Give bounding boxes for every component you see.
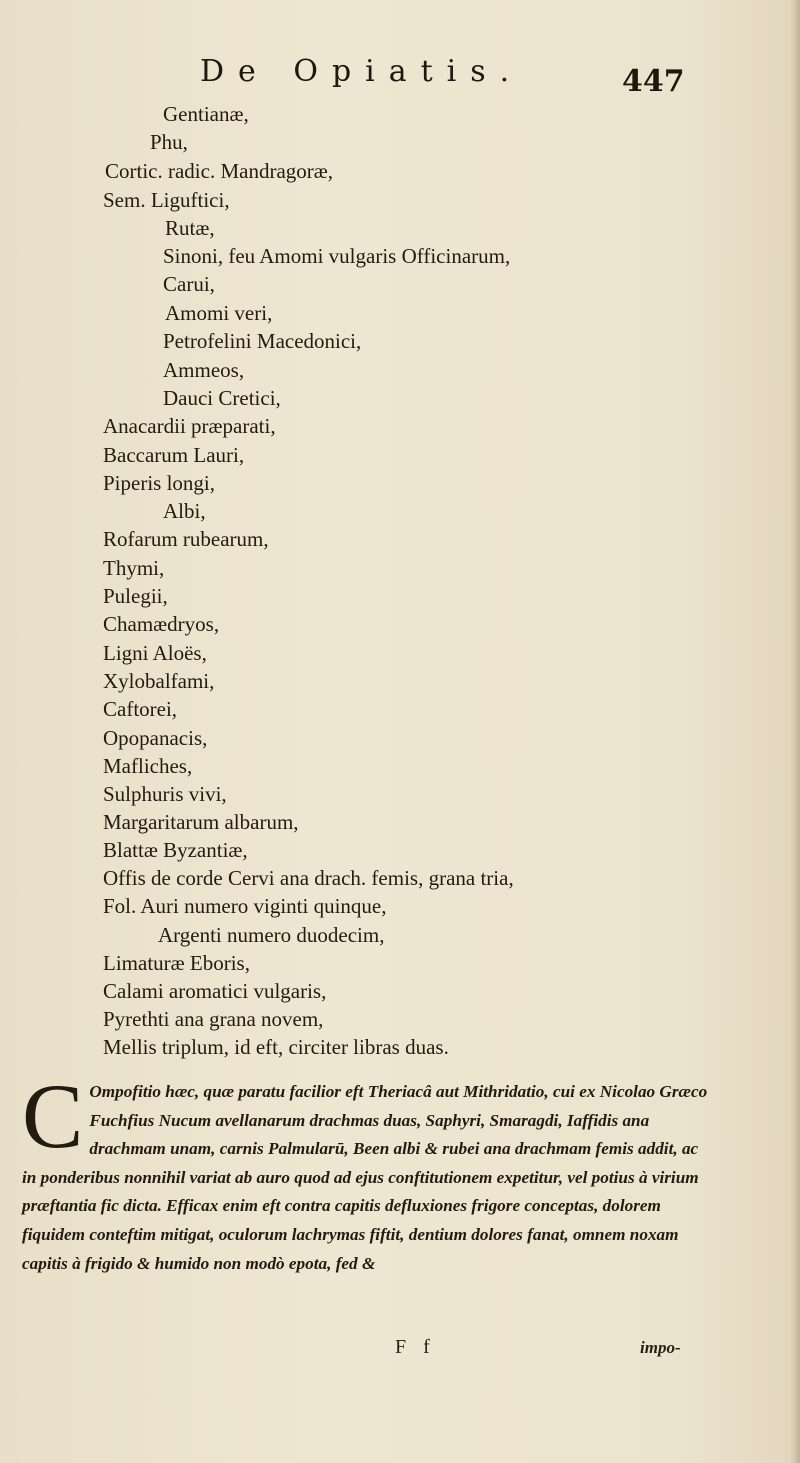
ingredient-line: Piperis longi, [103, 471, 216, 495]
ingredient-line: Mafliches, [103, 754, 193, 778]
ingredient-line: Rofarum rubearum, [103, 527, 269, 551]
ingredient-line: Pyrethti ana grana novem, [103, 1007, 324, 1031]
page-footer [0, 1336, 800, 1366]
ingredient-line: Anacardii præparati, [103, 414, 276, 438]
ingredient-line: Sem. Liguftici, [103, 188, 230, 212]
ingredient-line: Margaritarum albarum, [103, 810, 299, 834]
ingredient-line: Dauci Cretici, [163, 386, 281, 410]
ingredient-line: Phu, [150, 130, 188, 154]
ingredient-line: Sulphuris vivi, [103, 782, 227, 806]
ingredient-line: Mellis triplum, id eft, circiter libras duas. [103, 1035, 449, 1059]
ingredient-line: Pulegii, [103, 584, 168, 608]
page-header [0, 50, 800, 100]
ingredient-line: Xylobalfami, [103, 669, 215, 693]
ingredient-line: Sinoni, feu Amomi vulgaris Officinarum, [163, 244, 511, 268]
ingredient-line: Amomi veri, [165, 301, 273, 325]
ingredient-line: Ammeos, [163, 358, 245, 382]
drop-cap: C [22, 1065, 84, 1167]
paragraph-text: Ompofitio hæc, quæ paratu facilior eft Theriacâ aut Mithridatio, cui ex Nicolao Græco Fuchfius Nucum avellanarum drachmas duas, Saphyri, Smaragdi, Iaffidis ana drachmam unam, carnis Palmularū, Been albi & rubei ana drachmam femis addit, ac in ponderibus nonnihil variat ab auro quod ad ejus conftitutionem expetitur, vel potius à virium præftantia fic dicta. Efficax enim eft contra capitis defluxiones frigore conceptas, dolorem fiquidem conteftim mitigat, oculorum lachrymas fiftit, dentium dolores fanat, omnem noxam capitis à frigido & humido non modò epota, fed & [22, 1082, 708, 1273]
ingredient-line: Petrofelini Macedonici, [163, 329, 362, 353]
ingredient-line: Argenti numero duodecim, [158, 923, 385, 947]
ingredient-line: Thymi, [103, 556, 165, 580]
ingredient-line: Cortic. radic. Mandragoræ, [105, 159, 334, 183]
ingredient-line: Opopanacis, [103, 726, 208, 750]
page-number: 447 [622, 64, 685, 99]
body-paragraph [22, 1065, 712, 1278]
running-title: De Opiatis. [200, 54, 524, 89]
page-gutter-shadow [790, 0, 800, 1463]
ingredient-line: Blattæ Byzantiæ, [103, 838, 248, 862]
ingredient-line: Ligni Aloës, [103, 641, 207, 665]
ingredient-line: Caftorei, [103, 697, 178, 721]
ingredient-line: Fol. Auri numero viginti quinque, [103, 894, 387, 918]
ingredient-line: Calami aromatici vulgaris, [103, 979, 327, 1003]
ingredient-line: Albi, [163, 499, 206, 523]
ingredient-line: Rutæ, [165, 216, 215, 240]
ingredient-line: Offis de corde Cervi ana drach. femis, grana tria, [103, 866, 514, 890]
ingredient-line: Carui, [163, 272, 215, 296]
ingredient-line: Gentianæ, [163, 102, 249, 126]
signature-mark: F f [395, 1336, 436, 1358]
catchword: impo- [640, 1338, 681, 1357]
ingredient-line: Baccarum Lauri, [103, 443, 245, 467]
ingredient-line: Limaturæ Eboris, [103, 951, 250, 975]
ingredient-line: Chamædryos, [103, 612, 220, 636]
